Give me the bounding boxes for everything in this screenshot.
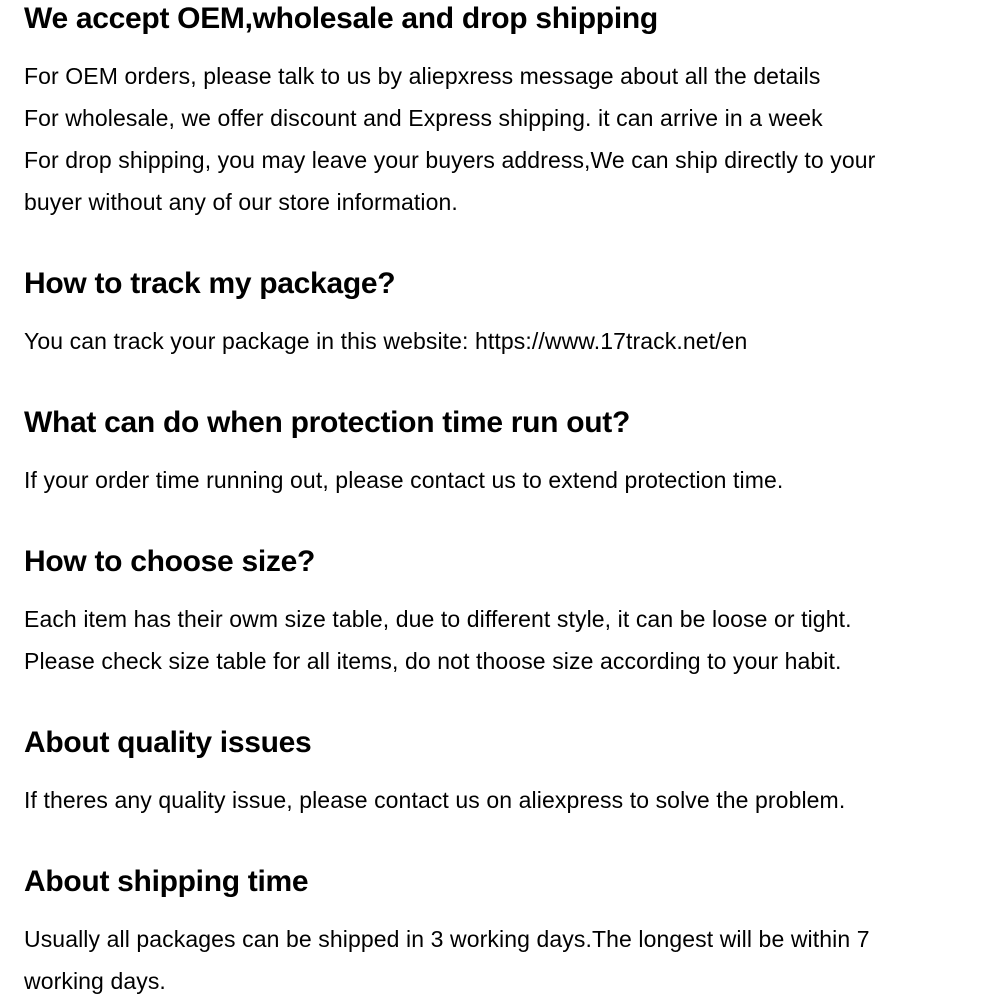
body-text-line-with-url: You can track your package in this website: https://www.17track.net/en — [24, 328, 748, 354]
body-text-line: working days. — [24, 968, 166, 994]
section-oem-wholesale-dropshipping — [24, 2, 976, 223]
section-heading: About shipping time — [24, 865, 309, 898]
body-text-line: Please check size table for all items, do not thoose size according to your habit. — [24, 648, 842, 674]
section-heading: How to choose size? — [24, 545, 316, 578]
body-text-line: If your order time running out, please contact us to extend protection time. — [24, 467, 784, 493]
section-heading: About quality issues — [24, 726, 312, 759]
body-text-line: Each item has their owm size table, due to different style, it can be loose or tight. — [24, 606, 852, 632]
section-heading: We accept OEM,wholesale and drop shipping — [24, 2, 658, 35]
body-text-line: Usually all packages can be shipped in 3 working days.The longest will be within 7 — [24, 926, 870, 952]
section-shipping-time — [24, 865, 976, 1000]
section-protection-time — [24, 406, 976, 501]
body-text-line: For OEM orders, please talk to us by aliepxress message about all the details — [24, 63, 821, 89]
body-text-line: buyer without any of our store information. — [24, 189, 458, 215]
section-heading: What can do when protection time run out? — [24, 406, 631, 439]
body-text-line: For wholesale, we offer discount and Express shipping. it can arrive in a week — [24, 105, 823, 131]
section-choose-size — [24, 545, 976, 682]
body-text-line: If theres any quality issue, please contact us on aliexpress to solve the problem. — [24, 787, 846, 813]
section-quality-issues — [24, 726, 976, 821]
section-track-package — [24, 267, 976, 362]
body-text-line: For drop shipping, you may leave your buyers address,We can ship directly to your — [24, 147, 876, 173]
section-heading: How to track my package? — [24, 267, 396, 300]
